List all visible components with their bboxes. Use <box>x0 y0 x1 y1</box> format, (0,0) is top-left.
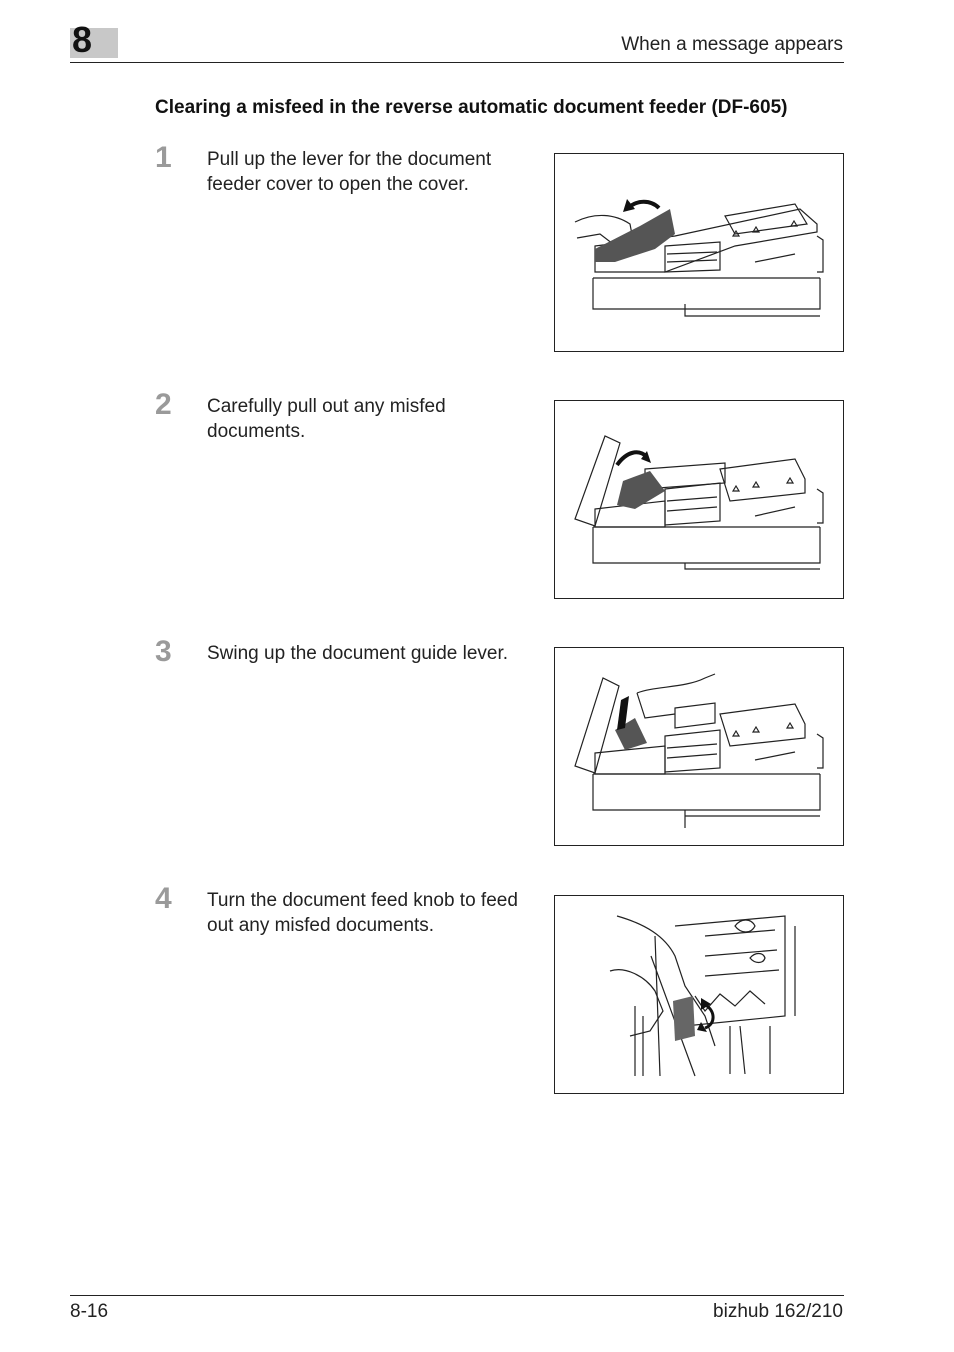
guide-lever-icon <box>555 648 843 845</box>
misfed-paper-icon <box>555 401 843 598</box>
page-number: 8-16 <box>70 1301 109 1322</box>
header-rule <box>70 62 844 63</box>
section-title: Clearing a misfeed in the reverse automatic document feeder (DF-605) <box>155 97 788 118</box>
chapter-number: 8 <box>72 19 93 60</box>
product-name: bizhub 162/210 <box>713 1301 843 1322</box>
feed-knob-icon <box>555 896 843 1093</box>
document-guide-lever-illustration <box>554 647 844 846</box>
step-number: 1 <box>155 141 172 174</box>
footer-rule <box>70 1295 844 1296</box>
step-text: Swing up the document guide lever. <box>207 643 509 664</box>
step-text: Turn the document feed knob to feed out any misfed documents. <box>207 890 518 936</box>
running-title: When a message appears <box>621 34 843 55</box>
step-number: 2 <box>155 388 172 421</box>
step-number: 3 <box>155 635 172 668</box>
adf-cover-open-icon <box>555 154 843 351</box>
remove-misfed-paper-illustration <box>554 400 844 599</box>
step-text: Pull up the lever for the document feeder cover to open the cover. <box>207 149 492 195</box>
step-text: Carefully pull out any misfed documents. <box>207 396 446 442</box>
feed-knob-illustration <box>554 895 844 1094</box>
open-feeder-cover-illustration <box>554 153 844 352</box>
step-number: 4 <box>155 882 172 915</box>
